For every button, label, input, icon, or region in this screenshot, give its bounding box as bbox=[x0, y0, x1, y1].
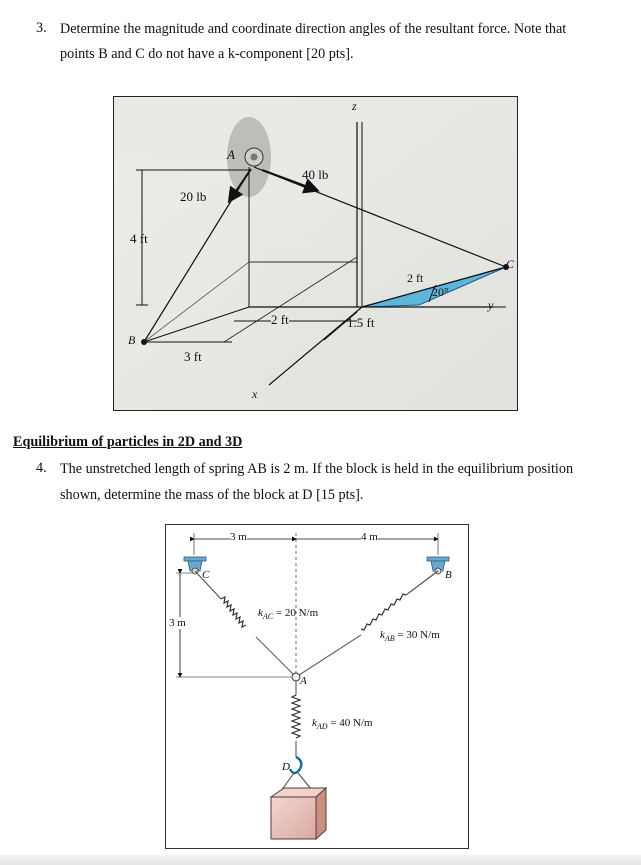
point-c-label: C bbox=[202, 569, 210, 581]
distance-2ft-label: 2 ft bbox=[271, 312, 289, 327]
problem-3-text-line2: points B and C do not have a k-component [20 pts]. bbox=[60, 46, 354, 62]
triangle-2ft-label: 2 ft bbox=[407, 271, 424, 285]
k-ad-label: $k_{AD} = 40$ N/m bbox=[312, 717, 373, 732]
problem-4-number: 4. bbox=[36, 460, 47, 476]
point-b-dot bbox=[141, 339, 147, 345]
section-heading: Equilibrium of particles in 2D and 3D bbox=[13, 434, 243, 450]
force-20lb-label: 20 lb bbox=[180, 189, 207, 204]
support-c bbox=[184, 557, 206, 561]
point-b-label: B bbox=[445, 569, 452, 581]
problem-4-text-line1: The unstretched length of spring AB is 2 m. If the block is held in the equilibrium position bbox=[60, 461, 574, 477]
k-ab-label: $k_{AB} = 30$ N/m bbox=[380, 629, 440, 644]
x-axis-label: x bbox=[252, 387, 258, 401]
force-diagram-figure bbox=[113, 96, 518, 411]
distance-3ft-label: 3 ft bbox=[184, 349, 202, 364]
dim-vertical-3m-label: 3 m bbox=[169, 617, 186, 629]
block bbox=[271, 797, 316, 839]
dim-4m-label: 4 m bbox=[361, 531, 378, 543]
height-4ft-label: 4 ft bbox=[130, 231, 148, 246]
z-axis-label: z bbox=[352, 99, 357, 113]
page-bottom-edge bbox=[0, 855, 641, 865]
force-40lb-label: 40 lb bbox=[302, 167, 329, 182]
point-c-label: C bbox=[506, 257, 515, 271]
dim-3m-label: 3 m bbox=[230, 531, 247, 543]
point-a-label: A bbox=[300, 675, 307, 687]
ring-a bbox=[292, 673, 300, 681]
problem-4-text-line2: shown, determine the mass of the block at D [15 pts]. bbox=[60, 487, 364, 503]
problem-3-number: 3. bbox=[36, 20, 47, 36]
distance-1-5ft-label: 1.5 ft bbox=[347, 315, 375, 330]
problem-3-text-line1: Determine the magnitude and coordinate direction angles of the resultant force. Note that bbox=[60, 21, 567, 37]
y-axis-label: y bbox=[488, 298, 494, 312]
point-b-label: B bbox=[128, 333, 136, 347]
point-a-label: A bbox=[227, 147, 235, 162]
point-d-label: D bbox=[282, 761, 290, 773]
k-ac-label: $k_{AC} = 20$ N/m bbox=[258, 607, 319, 622]
angle-20-label: 20° bbox=[432, 285, 449, 299]
spring-system-figure bbox=[165, 524, 469, 849]
support-b bbox=[427, 557, 449, 561]
